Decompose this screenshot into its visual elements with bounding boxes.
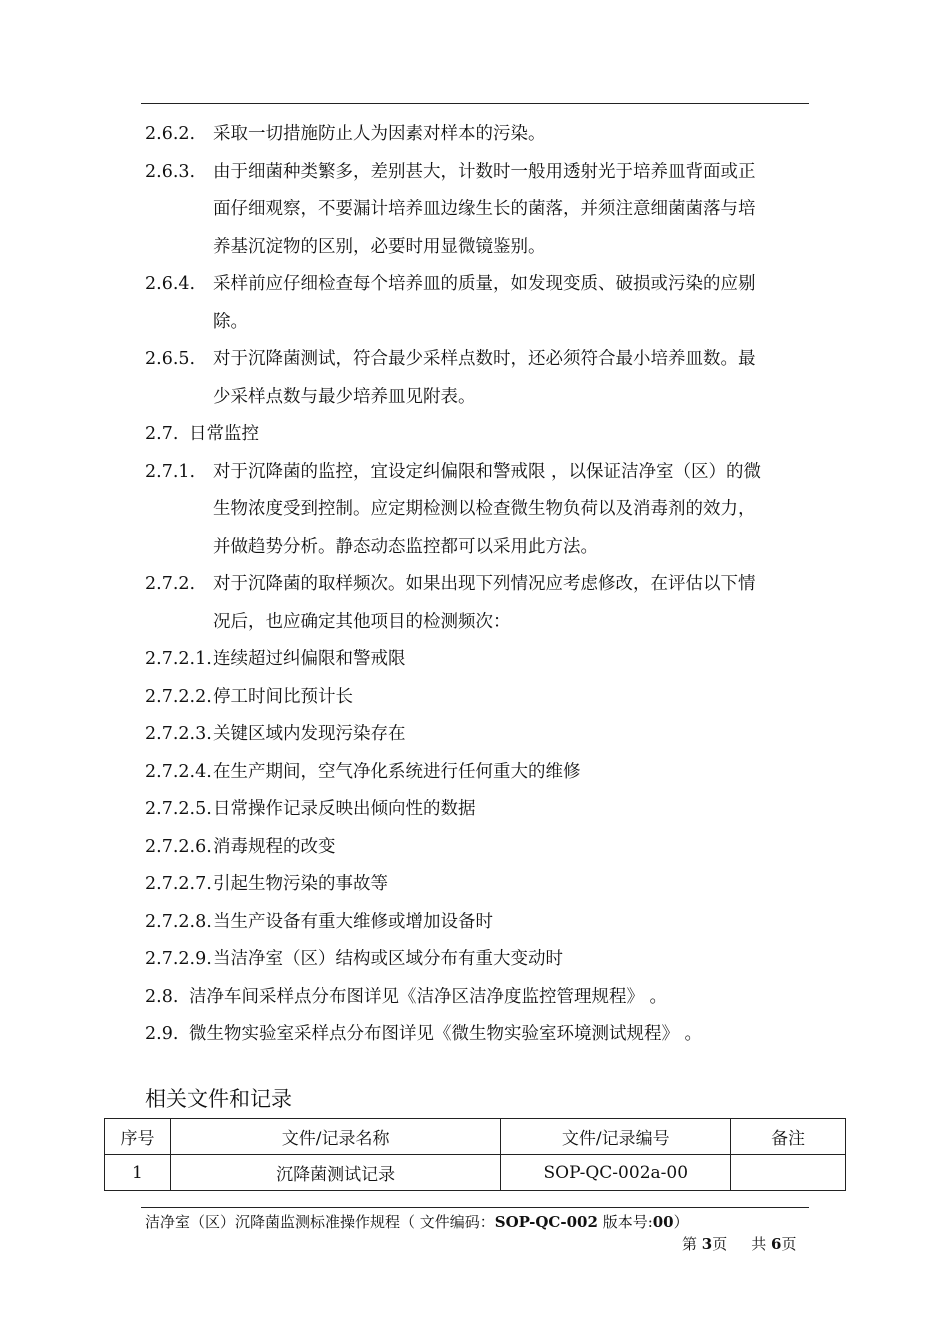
item-text bbox=[213, 641, 811, 679]
item-text-line: 由于细菌种类繁多，差别甚大，计数时一般用透射光于培养皿背面或正 bbox=[213, 161, 756, 182]
item-number: 2.7.2.1. bbox=[145, 649, 212, 669]
item-number: 2.7.2. bbox=[145, 574, 196, 594]
item-number: 2.6.3. bbox=[145, 161, 196, 182]
list-item bbox=[145, 454, 811, 567]
item-text-line: 日常监控 bbox=[189, 424, 259, 444]
list-item bbox=[145, 791, 811, 829]
item-text-line: 养基沉淀物的区别，必要时用显微镜鉴别。 bbox=[213, 236, 546, 257]
item-text-line: 洁净车间采样点分布图详见《洁净区洁净度监控管理规程》 。 bbox=[189, 986, 668, 1007]
item-text bbox=[213, 941, 811, 979]
list-item bbox=[145, 829, 811, 867]
item-text-line: 少采样点数与最少培养皿见附表。 bbox=[213, 386, 476, 407]
item-text-line: 当生产设备有重大维修或增加设备时 bbox=[213, 911, 493, 932]
total-suffix: 页 bbox=[781, 1235, 797, 1253]
item-number: 2.7.2.6. bbox=[145, 836, 212, 857]
header-doc-code: 文件/记录编号 bbox=[501, 1119, 731, 1155]
list-item bbox=[145, 904, 811, 942]
item-text-line: 消毒规程的改变 bbox=[213, 836, 336, 857]
header-seq: 序号 bbox=[105, 1119, 171, 1155]
item-number: 2.7.2.3. bbox=[145, 724, 212, 744]
total-prefix: 共 bbox=[751, 1235, 772, 1253]
item-text-line: 生物浓度受到控制。应定期检测以检查微生物负荷以及消毒剂的效力， bbox=[213, 499, 756, 519]
item-text-line: 采取一切措施防止人为因素对样本的污染。 bbox=[213, 124, 546, 144]
item-text bbox=[189, 416, 811, 454]
item-text-line: 对于沉降菌的取样频次。如果出现下列情况应考虑修改，在评估以下情 bbox=[213, 574, 756, 594]
cell-doc-name: 沉降菌测试记录 bbox=[170, 1155, 501, 1191]
header-doc-name: 文件/记录名称 bbox=[170, 1119, 501, 1155]
list-item bbox=[145, 754, 811, 792]
footer-rule bbox=[141, 1207, 809, 1208]
item-text-line: 面仔细观察，不要漏计培养皿边缘生长的菌落，并须注意细菌菌落与培 bbox=[213, 199, 756, 219]
item-text-line: 对于沉降菌测试，符合最少采样点数时，还必须符合最小培养皿数。最 bbox=[213, 349, 756, 369]
item-text-line: 微生物实验室采样点分布图详见《微生物实验室环境测试规程》 。 bbox=[189, 1024, 703, 1044]
footer-version-label: 版本号: bbox=[602, 1213, 653, 1231]
item-text-line: 连续超过纠偏限和警戒限 bbox=[213, 649, 406, 669]
footer-doc-code: SOP-QC-002 bbox=[494, 1213, 598, 1231]
item-text-line: 况后，也应确定其他项目的检测频次： bbox=[213, 611, 511, 632]
list-item bbox=[145, 866, 811, 904]
item-number: 2.6.5. bbox=[145, 349, 196, 369]
item-text bbox=[213, 716, 811, 754]
table-row bbox=[105, 1155, 846, 1191]
header-remark: 备注 bbox=[731, 1119, 846, 1155]
item-text bbox=[213, 829, 811, 867]
item-text bbox=[213, 341, 811, 416]
list-item bbox=[145, 679, 811, 717]
footer-doc-title: 洁净室（区）沉降菌监测标准操作规程（ 文件编码： bbox=[145, 1213, 495, 1231]
item-number: 2.8. bbox=[145, 986, 179, 1007]
item-text-line: 引起生物污染的事故等 bbox=[213, 874, 388, 894]
footer-page-info bbox=[682, 1233, 796, 1255]
footer-version: 00 bbox=[652, 1213, 674, 1231]
item-number: 2.7.1. bbox=[145, 461, 196, 482]
item-text bbox=[213, 754, 811, 792]
item-number: 2.7.2.7. bbox=[145, 874, 212, 894]
item-text bbox=[213, 679, 811, 717]
item-number: 2.6.2. bbox=[145, 124, 196, 144]
list-item bbox=[145, 716, 811, 754]
item-number: 2.7.2.4. bbox=[145, 761, 212, 782]
item-text-line: 并做趋势分析。静态动态监控都可以采用此方法。 bbox=[213, 536, 598, 557]
item-text bbox=[213, 566, 811, 641]
related-docs-title: 相关文件和记录 bbox=[145, 1087, 292, 1111]
list-item bbox=[145, 116, 811, 154]
item-text bbox=[213, 116, 811, 154]
list-item bbox=[145, 941, 811, 979]
item-text-line: 当洁净室（区）结构或区域分布有重大变动时 bbox=[213, 949, 563, 969]
list-item bbox=[145, 566, 811, 641]
page-total: 6 bbox=[771, 1235, 782, 1253]
item-text bbox=[213, 791, 811, 829]
item-text-line: 除。 bbox=[213, 311, 248, 332]
item-text-line: 在生产期间，空气净化系统进行任何重大的维修 bbox=[213, 761, 581, 782]
item-number: 2.6.4. bbox=[145, 274, 196, 294]
related-docs-table bbox=[104, 1118, 846, 1191]
header-rule bbox=[141, 103, 809, 104]
item-text-line: 关键区域内发现污染存在 bbox=[213, 724, 406, 744]
list-item bbox=[145, 641, 811, 679]
item-number: 2.9. bbox=[145, 1024, 179, 1044]
list-item bbox=[145, 1016, 811, 1054]
table-header-row bbox=[105, 1119, 846, 1155]
item-text bbox=[213, 154, 811, 267]
item-number: 2.7. bbox=[145, 424, 179, 444]
footer-close-paren: ） bbox=[673, 1213, 689, 1231]
item-text bbox=[189, 1016, 811, 1054]
item-text-line: 停工时间比预计长 bbox=[213, 686, 353, 707]
list-item bbox=[145, 416, 811, 454]
cell-doc-code: SOP-QC-002a-00 bbox=[501, 1155, 731, 1191]
list-item bbox=[145, 266, 811, 341]
item-number: 2.7.2.2. bbox=[145, 686, 212, 707]
page-prefix: 第 bbox=[682, 1235, 702, 1253]
item-text bbox=[213, 266, 811, 341]
list-item bbox=[145, 979, 811, 1017]
cell-remark bbox=[731, 1155, 846, 1191]
item-text bbox=[213, 454, 811, 567]
item-number: 2.7.2.9. bbox=[145, 949, 212, 969]
list-item bbox=[145, 341, 811, 416]
list-item bbox=[145, 154, 811, 267]
item-text-line: 日常操作记录反映出倾向性的数据 bbox=[213, 799, 476, 819]
footer-document-info bbox=[145, 1211, 689, 1233]
item-number: 2.7.2.8. bbox=[145, 911, 212, 932]
cell-seq: 1 bbox=[105, 1155, 171, 1191]
document-body bbox=[145, 116, 811, 1054]
item-text-line: 对于沉降菌的监控，宜设定纠偏限和警戒限 ，以保证洁净室（区）的微 bbox=[213, 461, 762, 482]
item-number: 2.7.2.5. bbox=[145, 799, 212, 819]
page-suffix: 页 bbox=[712, 1235, 728, 1253]
item-text bbox=[189, 979, 811, 1017]
page-current: 3 bbox=[701, 1235, 713, 1253]
item-text-line: 采样前应仔细检查每个培养皿的质量，如发现变质、破损或污染的应剔 bbox=[213, 274, 756, 294]
item-text bbox=[213, 904, 811, 942]
item-text bbox=[213, 866, 811, 904]
